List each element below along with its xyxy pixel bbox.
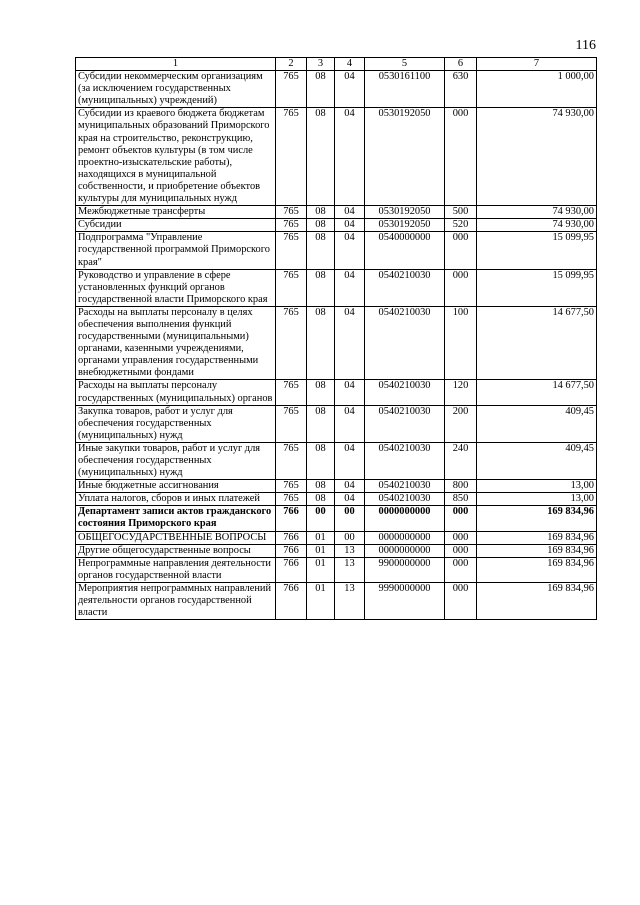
amount-cell: 15 099,95	[477, 269, 597, 306]
target-article-cell: 0540210030	[365, 480, 445, 493]
section-code-cell: 08	[307, 405, 335, 442]
page-number: 116	[575, 38, 596, 53]
amount-cell: 14 677,50	[477, 380, 597, 405]
target-article-cell: 0000000000	[365, 531, 445, 544]
target-article-cell: 0540210030	[365, 380, 445, 405]
ministry-code-cell: 766	[276, 557, 307, 582]
expense-name-cell: Непрограммные направления деятельности органов государственной власти	[76, 557, 276, 582]
section-code-cell: 08	[307, 206, 335, 219]
expense-name-cell: Закупка товаров, работ и услуг для обеспечения государственных (муниципальных) нужд	[76, 405, 276, 442]
target-article-cell: 0540210030	[365, 405, 445, 442]
table-row	[76, 506, 597, 531]
section-code-cell: 01	[307, 531, 335, 544]
subsection-code-cell: 04	[335, 380, 365, 405]
amount-cell: 13,00	[477, 480, 597, 493]
ministry-code-cell: 765	[276, 219, 307, 232]
target-article-cell: 0540210030	[365, 269, 445, 306]
table-row	[76, 442, 597, 479]
column-header-2: 2	[276, 58, 307, 71]
expense-name-cell: Мероприятия непрограммных направлений деятельности органов государственной власти	[76, 582, 276, 619]
amount-cell: 409,45	[477, 442, 597, 479]
expense-type-cell: 000	[445, 506, 477, 531]
section-code-cell: 08	[307, 493, 335, 506]
expense-name-cell: Субсидии	[76, 219, 276, 232]
expense-type-cell: 000	[445, 544, 477, 557]
expense-name-cell: Субсидии из краевого бюджета бюджетам муниципальных образований Приморского края на строительство, реконструкцию, ремонт объектов культуры (в том числе проектно-изыскательские работы), находящихся в муниципальной собственности, и приобретение объектов культуры для муниципальных нужд	[76, 108, 276, 206]
ministry-code-cell: 765	[276, 493, 307, 506]
section-code-cell: 08	[307, 108, 335, 206]
column-header-3: 3	[307, 58, 335, 71]
target-article-cell: 0530192050	[365, 206, 445, 219]
ministry-code-cell: 765	[276, 480, 307, 493]
amount-cell: 169 834,96	[477, 557, 597, 582]
target-article-cell: 0530192050	[365, 108, 445, 206]
expense-type-cell: 240	[445, 442, 477, 479]
section-code-cell: 00	[307, 506, 335, 531]
subsection-code-cell: 13	[335, 557, 365, 582]
subsection-code-cell: 00	[335, 506, 365, 531]
expense-type-cell: 100	[445, 306, 477, 380]
column-header-1: 1	[76, 58, 276, 71]
section-code-cell: 08	[307, 442, 335, 479]
section-code-cell: 08	[307, 306, 335, 380]
table-row	[76, 380, 597, 405]
table-row	[76, 71, 597, 108]
expense-name-cell: Руководство и управление в сфере установленных функций органов государственной власти Приморского края	[76, 269, 276, 306]
amount-cell: 74 930,00	[477, 206, 597, 219]
table-row	[76, 219, 597, 232]
amount-cell: 409,45	[477, 405, 597, 442]
expense-type-cell: 520	[445, 219, 477, 232]
target-article-cell: 0530161100	[365, 71, 445, 108]
section-code-cell: 08	[307, 219, 335, 232]
section-code-cell: 01	[307, 557, 335, 582]
ministry-code-cell: 765	[276, 442, 307, 479]
target-article-cell: 0530192050	[365, 219, 445, 232]
target-article-cell: 0540210030	[365, 306, 445, 380]
expense-name-cell: Субсидии некоммерческим организациям (за исключением государственных (муниципальных) учреждений)	[76, 71, 276, 108]
amount-cell: 169 834,96	[477, 506, 597, 531]
expense-name-cell: Расходы на выплаты персоналу государственных (муниципальных) органов	[76, 380, 276, 405]
subsection-code-cell: 00	[335, 531, 365, 544]
section-code-cell: 08	[307, 232, 335, 269]
section-code-cell: 08	[307, 269, 335, 306]
expense-name-cell: Иные бюджетные ассигнования	[76, 480, 276, 493]
subsection-code-cell: 04	[335, 405, 365, 442]
expense-type-cell: 200	[445, 405, 477, 442]
amount-cell: 14 677,50	[477, 306, 597, 380]
ministry-code-cell: 766	[276, 531, 307, 544]
expense-name-cell: Уплата налогов, сборов и иных платежей	[76, 493, 276, 506]
expense-name-cell: Департамент записи актов гражданского состояния Приморского края	[76, 506, 276, 531]
ministry-code-cell: 766	[276, 582, 307, 619]
target-article-cell: 9900000000	[365, 557, 445, 582]
budget-table	[75, 57, 597, 620]
ministry-code-cell: 765	[276, 269, 307, 306]
subsection-code-cell: 04	[335, 493, 365, 506]
expense-type-cell: 500	[445, 206, 477, 219]
expense-name-cell: Расходы на выплаты персоналу в целях обеспечения выполнения функций государственными (муниципальными) органами, казенными учреждениями, органами управления государственными внебюджетными фондами	[76, 306, 276, 380]
column-header-4: 4	[335, 58, 365, 71]
table-header-row	[76, 58, 597, 71]
expense-type-cell: 000	[445, 582, 477, 619]
section-code-cell: 08	[307, 71, 335, 108]
ministry-code-cell: 765	[276, 380, 307, 405]
amount-cell: 169 834,96	[477, 582, 597, 619]
target-article-cell: 0000000000	[365, 544, 445, 557]
table-row	[76, 557, 597, 582]
expense-name-cell: Иные закупки товаров, работ и услуг для обеспечения государственных (муниципальных) нужд	[76, 442, 276, 479]
amount-cell: 74 930,00	[477, 219, 597, 232]
subsection-code-cell: 04	[335, 71, 365, 108]
subsection-code-cell: 04	[335, 206, 365, 219]
subsection-code-cell: 04	[335, 232, 365, 269]
ministry-code-cell: 766	[276, 544, 307, 557]
expense-name-cell: Другие общегосударственные вопросы	[76, 544, 276, 557]
section-code-cell: 01	[307, 544, 335, 557]
amount-cell: 1 000,00	[477, 71, 597, 108]
table-row	[76, 206, 597, 219]
amount-cell: 169 834,96	[477, 544, 597, 557]
expense-type-cell: 000	[445, 269, 477, 306]
expense-name-cell: Подпрограмма "Управление государственной программой Приморского края"	[76, 232, 276, 269]
ministry-code-cell: 765	[276, 71, 307, 108]
amount-cell: 169 834,96	[477, 531, 597, 544]
expense-type-cell: 000	[445, 531, 477, 544]
ministry-code-cell: 765	[276, 232, 307, 269]
table-row	[76, 531, 597, 544]
expense-type-cell: 000	[445, 557, 477, 582]
target-article-cell: 0000000000	[365, 506, 445, 531]
expense-type-cell: 120	[445, 380, 477, 405]
subsection-code-cell: 13	[335, 544, 365, 557]
expense-type-cell: 000	[445, 108, 477, 206]
table-row	[76, 544, 597, 557]
table-row	[76, 405, 597, 442]
column-header-7: 7	[477, 58, 597, 71]
table-row	[76, 582, 597, 619]
subsection-code-cell: 04	[335, 269, 365, 306]
expense-type-cell: 000	[445, 232, 477, 269]
table-body	[76, 71, 597, 620]
subsection-code-cell: 04	[335, 442, 365, 479]
amount-cell: 74 930,00	[477, 108, 597, 206]
ministry-code-cell: 765	[276, 306, 307, 380]
table-row	[76, 269, 597, 306]
target-article-cell: 9990000000	[365, 582, 445, 619]
column-header-5: 5	[365, 58, 445, 71]
amount-cell: 15 099,95	[477, 232, 597, 269]
table-row	[76, 232, 597, 269]
target-article-cell: 0540000000	[365, 232, 445, 269]
subsection-code-cell: 04	[335, 480, 365, 493]
subsection-code-cell: 04	[335, 306, 365, 380]
target-article-cell: 0540210030	[365, 442, 445, 479]
section-code-cell: 08	[307, 480, 335, 493]
table-row	[76, 306, 597, 380]
ministry-code-cell: 765	[276, 206, 307, 219]
expense-name-cell: ОБЩЕГОСУДАРСТВЕННЫЕ ВОПРОСЫ	[76, 531, 276, 544]
subsection-code-cell: 04	[335, 108, 365, 206]
subsection-code-cell: 13	[335, 582, 365, 619]
section-code-cell: 08	[307, 380, 335, 405]
ministry-code-cell: 765	[276, 108, 307, 206]
table-row	[76, 493, 597, 506]
ministry-code-cell: 766	[276, 506, 307, 531]
subsection-code-cell: 04	[335, 219, 365, 232]
table-row	[76, 108, 597, 206]
expense-type-cell: 630	[445, 71, 477, 108]
ministry-code-cell: 765	[276, 405, 307, 442]
target-article-cell: 0540210030	[365, 493, 445, 506]
section-code-cell: 01	[307, 582, 335, 619]
expense-name-cell: Межбюджетные трансферты	[76, 206, 276, 219]
expense-type-cell: 850	[445, 493, 477, 506]
table-row	[76, 480, 597, 493]
column-header-6: 6	[445, 58, 477, 71]
amount-cell: 13,00	[477, 493, 597, 506]
expense-type-cell: 800	[445, 480, 477, 493]
